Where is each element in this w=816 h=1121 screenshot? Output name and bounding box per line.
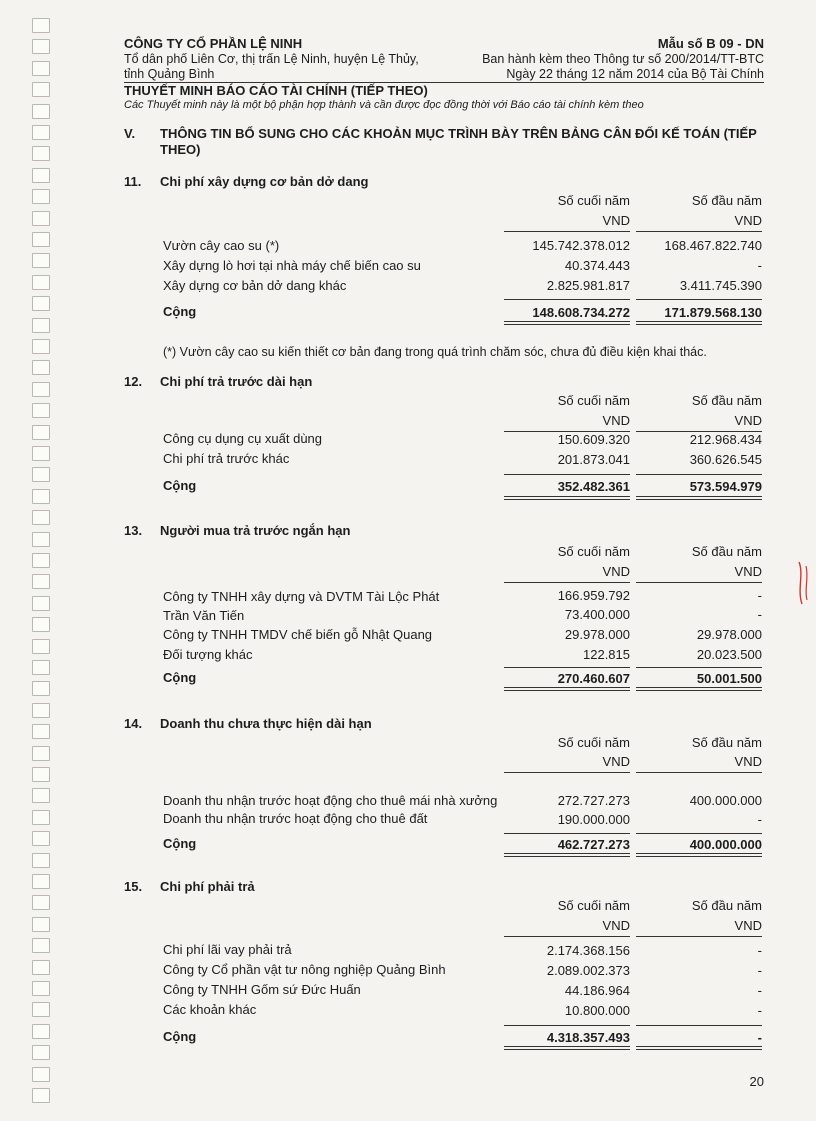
row-value-end: 190.000.000 — [557, 812, 630, 827]
binding-hole — [32, 596, 50, 611]
row-value-end: 40.374.443 — [564, 258, 630, 273]
binding-hole — [32, 18, 50, 33]
col-header-start: Số đầu năm — [691, 898, 762, 913]
subtotal-rule — [504, 1025, 630, 1026]
binding-hole — [32, 1067, 50, 1082]
binding-hole — [32, 767, 50, 782]
circular-line2: Ngày 22 tháng 12 năm 2014 của Bộ Tài Chính — [506, 67, 764, 81]
row-value-start: - — [757, 963, 762, 978]
col-unit-start: VND — [734, 564, 762, 579]
binding-hole — [32, 446, 50, 461]
total-double-rule — [636, 853, 762, 857]
binding-hole — [32, 810, 50, 825]
binding-hole — [32, 874, 50, 889]
row-value-start: - — [757, 607, 762, 622]
binding-hole — [32, 746, 50, 761]
row-value-start: 3.411.745.390 — [679, 278, 762, 293]
col-header-start: Số đầu năm — [691, 544, 762, 559]
subtotal-rule — [504, 833, 630, 834]
row-value-end: 122.815 — [583, 647, 630, 662]
note-11-footnote: (*) Vườn cây cao su kiến thiết cơ bản đang trong quá trình chăm sóc, chưa đủ điều kiện khai thác. — [163, 345, 707, 359]
binding-hole — [32, 382, 50, 397]
col-header-start: Số đầu năm — [691, 735, 762, 750]
row-value-start: 400.000.000 — [689, 793, 762, 808]
note-12-number: 12. — [124, 374, 143, 389]
row-value-start: 360.626.545 — [689, 452, 762, 467]
subtotal-rule — [636, 833, 762, 834]
binding-hole — [32, 660, 50, 675]
col-header-end: Số cuối năm — [557, 544, 630, 559]
subtotal-rule — [504, 299, 630, 300]
binding-hole — [32, 917, 50, 932]
header-rule — [504, 772, 630, 773]
total-double-rule — [504, 496, 630, 500]
col-unit-start: VND — [734, 413, 762, 428]
binding-hole — [32, 425, 50, 440]
col-unit-start: VND — [734, 754, 762, 769]
binding-hole — [32, 125, 50, 140]
note-12-title: Chi phí trả trước dài hạn — [160, 374, 313, 389]
note-11-number: 11. — [124, 174, 142, 189]
binding-hole — [32, 467, 50, 482]
binding-hole — [32, 1088, 50, 1103]
total-double-rule — [504, 321, 630, 325]
total-double-rule — [504, 1046, 630, 1050]
row-value-end: 2.174.368.156 — [546, 943, 630, 958]
binding-hole — [32, 703, 50, 718]
binding-hole — [32, 617, 50, 632]
binding-hole — [32, 61, 50, 76]
row-label: Xây dựng lò hơi tại nhà máy chế biến cao su — [163, 258, 421, 273]
row-value-end: 10.800.000 — [564, 1003, 630, 1018]
binding-hole — [32, 104, 50, 119]
row-value-end: 201.873.041 — [557, 452, 630, 467]
row-label: Doanh thu nhận trước hoạt động cho thuê đất — [163, 811, 428, 826]
total-value-start: 171.879.568.130 — [664, 305, 762, 320]
row-value-start: 168.467.822.740 — [664, 238, 762, 253]
total-double-rule — [504, 853, 630, 857]
binding-hole — [32, 189, 50, 204]
binding-hole — [32, 253, 50, 268]
row-label: Công ty TNHH xây dựng và DVTM Tài Lộc Phát — [163, 589, 440, 604]
total-value-start: - — [757, 1030, 762, 1045]
col-unit-start: VND — [734, 213, 762, 228]
total-double-rule — [636, 1046, 762, 1050]
report-note: Các Thuyết minh này là một bộ phận hợp thành và cần được đọc đồng thời với Báo cáo tài chính kèm theo — [124, 99, 644, 111]
row-label: Các khoản khác — [163, 1002, 257, 1017]
note-13-number: 13. — [124, 523, 143, 538]
total-value-end: 4.318.357.493 — [546, 1030, 630, 1045]
row-label: Vườn cây cao su (*) — [163, 238, 280, 253]
binding-hole — [32, 1024, 50, 1039]
header-rule — [504, 582, 630, 583]
subtotal-rule — [504, 667, 630, 668]
row-value-end: 145.742.378.012 — [532, 238, 630, 253]
binding-hole — [32, 895, 50, 910]
row-value-end: 2.089.002.373 — [546, 963, 630, 978]
binding-hole — [32, 553, 50, 568]
row-value-start: 29.978.000 — [696, 627, 762, 642]
binding-hole — [32, 296, 50, 311]
binding-hole — [32, 1002, 50, 1017]
binding-hole — [32, 532, 50, 547]
binding-hole — [32, 574, 50, 589]
row-value-start: 212.968.434 — [689, 432, 762, 447]
total-label: Cộng — [163, 478, 197, 493]
company-address-line1: Tổ dân phố Liên Cơ, thị trấn Lệ Ninh, huyện Lệ Thủy, — [124, 52, 419, 66]
subtotal-rule — [636, 667, 762, 668]
row-value-end: 29.978.000 — [564, 627, 630, 642]
binding-hole — [32, 853, 50, 868]
total-value-end: 270.460.607 — [557, 671, 630, 686]
row-value-start: - — [757, 812, 762, 827]
row-value-start: - — [757, 258, 762, 273]
row-value-start: - — [757, 1003, 762, 1018]
binding-hole — [32, 510, 50, 525]
section-title: THÔNG TIN BỔ SUNG CHO CÁC KHOẢN MỤC TRÌNH BÀY TRÊN BẢNG CÂN ĐỐI KẾ TOÁN (TIẾP THEO) — [160, 126, 757, 157]
total-double-rule — [636, 496, 762, 500]
col-header-start: Số đầu năm — [691, 193, 762, 208]
binding-hole — [32, 360, 50, 375]
form-number: Mẫu số B 09 - DN — [657, 36, 764, 51]
report-title: THUYẾT MINH BÁO CÁO TÀI CHÍNH (TIẾP THEO) — [124, 83, 428, 98]
binding-hole — [32, 724, 50, 739]
col-unit-end: VND — [602, 918, 630, 933]
header-rule — [636, 772, 762, 773]
row-value-start: 20.023.500 — [696, 647, 762, 662]
company-address-line2: tỉnh Quảng Bình — [124, 67, 215, 81]
binding-hole — [32, 339, 50, 354]
subtotal-rule — [636, 474, 762, 475]
binding-hole — [32, 938, 50, 953]
subtotal-rule — [504, 474, 630, 475]
note-13-title: Người mua trả trước ngắn hạn — [160, 523, 351, 538]
binding-hole — [32, 403, 50, 418]
company-name: CÔNG TY CỔ PHẦN LỆ NINH — [124, 36, 303, 51]
total-double-rule — [504, 687, 630, 691]
binding-hole — [32, 489, 50, 504]
row-label: Trần Văn Tiến — [163, 608, 245, 623]
subtotal-rule — [636, 1025, 762, 1026]
header-rule — [636, 936, 762, 937]
col-header-end: Số cuối năm — [557, 898, 630, 913]
binding-hole — [32, 788, 50, 803]
total-value-start: 400.000.000 — [689, 837, 762, 852]
spiral-binding — [32, 18, 54, 1108]
row-label: Công ty TNHH TMDV chế biến gỗ Nhật Quang — [163, 627, 433, 642]
row-value-start: - — [757, 588, 762, 603]
row-value-start: - — [757, 943, 762, 958]
binding-hole — [32, 960, 50, 975]
total-value-end: 352.482.361 — [557, 479, 630, 494]
binding-hole — [32, 639, 50, 654]
page-number: 20 — [749, 1074, 764, 1089]
header-rule — [504, 231, 630, 232]
note-14-number: 14. — [124, 716, 143, 731]
binding-hole — [32, 275, 50, 290]
row-value-end: 166.959.792 — [557, 588, 630, 603]
row-label: Đối tượng khác — [163, 647, 253, 662]
total-value-end: 148.608.734.272 — [532, 305, 630, 320]
binding-hole — [32, 318, 50, 333]
section-number: V. — [124, 126, 136, 141]
red-mark — [796, 560, 810, 606]
col-unit-end: VND — [602, 213, 630, 228]
header-rule — [636, 582, 762, 583]
col-header-end: Số cuối năm — [557, 193, 630, 208]
row-value-end: 272.727.273 — [557, 793, 630, 808]
binding-hole — [32, 211, 50, 226]
row-label: Doanh thu nhận trước hoạt động cho thuê mái nhà xưởng — [163, 793, 498, 808]
binding-hole — [32, 981, 50, 996]
row-label: Công ty TNHH Gốm sứ Đức Huấn — [163, 982, 361, 997]
circular-line1: Ban hành kèm theo Thông tư số 200/2014/TT-BTC — [482, 52, 764, 66]
total-value-start: 50.001.500 — [696, 671, 762, 686]
row-value-end: 150.609.320 — [557, 432, 630, 447]
col-unit-end: VND — [602, 564, 630, 579]
binding-hole — [32, 39, 50, 54]
note-14-title: Doanh thu chưa thực hiện dài hạn — [160, 716, 372, 731]
col-header-end: Số cuối năm — [557, 393, 630, 408]
note-11-title: Chi phí xây dựng cơ bản dở dang — [160, 174, 369, 189]
total-label: Cộng — [163, 304, 197, 319]
binding-hole — [32, 1045, 50, 1060]
note-15-number: 15. — [124, 879, 143, 894]
row-value-end: 73.400.000 — [564, 607, 630, 622]
col-unit-start: VND — [734, 918, 762, 933]
binding-hole — [32, 82, 50, 97]
row-label: Chi phí lãi vay phải trả — [163, 942, 292, 957]
total-value-start: 573.594.979 — [689, 479, 762, 494]
row-value-end: 2.825.981.817 — [546, 278, 630, 293]
total-label: Cộng — [163, 670, 197, 685]
col-unit-end: VND — [602, 413, 630, 428]
col-unit-end: VND — [602, 754, 630, 769]
subtotal-rule — [636, 299, 762, 300]
binding-hole — [32, 168, 50, 183]
total-label: Cộng — [163, 1029, 197, 1044]
row-label: Xây dựng cơ bản dở dang khác — [163, 278, 347, 293]
total-double-rule — [636, 321, 762, 325]
total-double-rule — [636, 687, 762, 691]
col-header-start: Số đầu năm — [691, 393, 762, 408]
note-15-title: Chi phí phải trả — [160, 879, 255, 894]
binding-hole — [32, 232, 50, 247]
row-label: Chi phí trả trước khác — [163, 451, 290, 466]
total-label: Cộng — [163, 836, 197, 851]
row-value-end: 44.186.964 — [564, 983, 630, 998]
binding-hole — [32, 681, 50, 696]
binding-hole — [32, 146, 50, 161]
header-rule — [636, 231, 762, 232]
total-value-end: 462.727.273 — [557, 837, 630, 852]
header-rule — [504, 936, 630, 937]
col-header-end: Số cuối năm — [557, 735, 630, 750]
row-label: Công ty Cổ phần vật tư nông nghiệp Quảng Bình — [163, 962, 446, 977]
row-label: Công cụ dụng cụ xuất dùng — [163, 431, 323, 446]
row-value-start: - — [757, 983, 762, 998]
binding-hole — [32, 831, 50, 846]
